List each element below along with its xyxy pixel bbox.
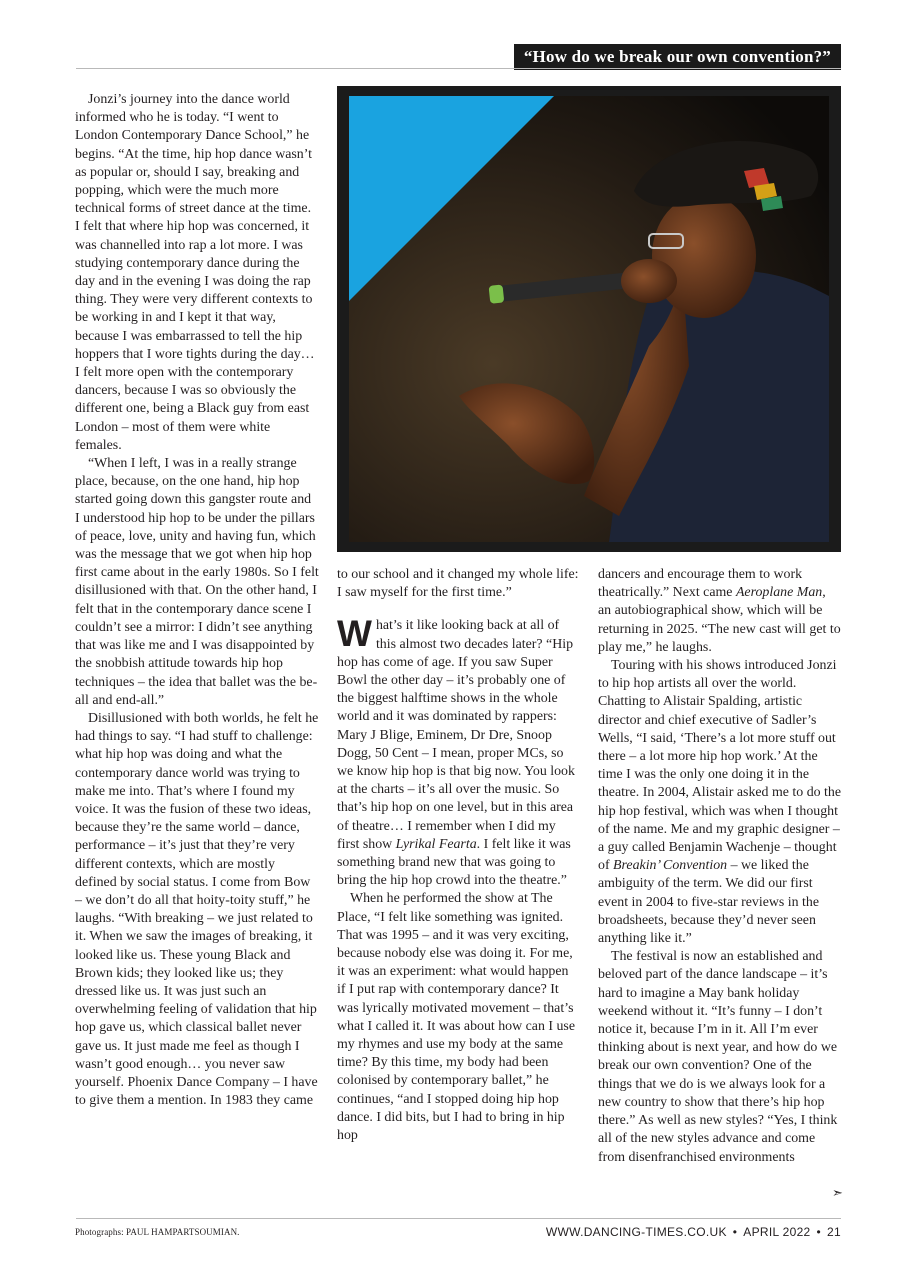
folio-bullet-2: •	[816, 1225, 822, 1239]
col2-paragraph-3: When he performed the show at The Place, “I felt like something was ignited. That was 1995 – and it was very exciting, because nobody else was doing it. For me, it was an experiment: what would happen if I put rap with contemporary dance? It was lyrically motivated movement – that’s what I called it. It was about how can I use my rhymes and use my body at the same time? By this time, my body had been colonised by contemporary ballet,” he continues, “and I stopped doing hip hop dance. I did bits, but I had to bring in hip hop	[337, 891, 575, 1144]
page-number: 21	[827, 1225, 841, 1239]
website-url: WWW.DANCING-TIMES.CO.UK	[545, 1225, 727, 1239]
col3-paragraph-1-a: dancers and encourage them to work theatrically.” Next came	[598, 567, 803, 601]
show-title-aeroplane-man: Aeroplane Man	[735, 585, 823, 601]
col2-paragraph-2-a: hat’s it like looking back at all of this almost two decades later? “Hip hop has come of age. If you saw Super Bowl the other day – it’s probably one of the biggest halftime shows in the whole world and it was dominated by rappers: Mary J Blige, Eminem, Dr Dre, Snoop Dogg, 50 Cent – I mean, proper MCs, so we know hip hop is that big now. You look at the charts – it’s all over the music. So that’s hip hop on one level, but in this area of theatre… I remember when I did my first show	[337, 618, 575, 852]
pull-quote-text: “How do we break our own convention?”	[523, 47, 831, 66]
column-2	[337, 566, 579, 1145]
show-title-lyrikal-fearta: Lyrikal Fearta	[395, 836, 477, 852]
performer-illustration	[349, 96, 829, 542]
pull-quote-header	[514, 44, 841, 70]
continue-arrow-icon: ➣	[832, 1186, 843, 1201]
col3-paragraph-2-b: – we liked the ambiguity of the term. We did our first event in 2004 to five-star reviews in the broadsheets, because they’d never seen anything like it.”	[598, 858, 820, 947]
col2-paragraph-1: to our school and it changed my whole life: I saw myself for the first time.”	[337, 567, 579, 601]
column-3	[598, 566, 842, 1167]
section-gap	[337, 602, 579, 617]
page-folio	[546, 1225, 841, 1239]
photo-credit: Photographs: PAUL HAMPARTSOUMIAN.	[75, 1227, 240, 1237]
column-1	[75, 91, 319, 1110]
col2-paragraph-2	[337, 613, 579, 890]
col3-paragraph-2	[598, 657, 842, 948]
col3-paragraph-1-b: , an autobiographical show, which will be returning in 2025. “The new cast will get to play me,” he laughs.	[598, 585, 841, 655]
performer-face	[652, 194, 756, 318]
col3-paragraph-3: The festival is now an established and beloved part of the dance landscape – it’s hard to imagine a May bank holiday weekend without it. “It’s funny – I don’t notice it, because I’m in it. All I’m ever thinking about is next year, and how do we break our own convention? One of the things that we do is we always look for a new country to show that there’s hip hop there.” As well as new styles? “Yes, I think all of the new styles advance and come from disenfranchised environments	[598, 949, 838, 1165]
col1-paragraph-3: Disillusioned with both worlds, he felt he had things to say. “I had stuff to challenge: what hip hop was doing and what the contemporary dance world was trying to make me into. That’s where I found my voice. It was the fusion of these two ideas, because they’re the same world – dance, performance – it’s just that they’re very different contexts, which are mostly defined by social status. I come from Bow – we don’t do all that hoity-toity stuff,” he laughs. “With breaking – we just related to it. When we saw the images of breaking, it looked like us. These young Black and Brown kids; they looked like us; they dressed like us. It was just such an overwhelming feeling of validation that hip hop gave us, which classical ballet never gave us. It just made me feel as though I wasn’t good enough… you never saw yourself. Phoenix Dance Company – I have to give them a mention. In 1983 they came	[75, 710, 319, 1109]
col3-paragraph-1	[598, 566, 842, 657]
col2-paragraph-2-b: . I felt like it was something brand new that was going to bring the hip hop crowd into the theatre.”	[337, 836, 571, 889]
col3-paragraph-2-a: Touring with his shows introduced Jonzi to hip hop artists all over the world. Chatting to Alistair Spalding, artistic director and chief executive of Sadler’s Wells, “I said, ‘There’s a lot more stuff out there – a lot more hip hop work.’ At the time I was the only one doing it in the theatre. In 2004, Alistair asked me to do the hip hop festival, which was when I thought of the name. Me and my graphic designer – a guy called Benjamin Wachenje – thought of	[598, 658, 842, 874]
folio-bullet-1: •	[732, 1225, 738, 1239]
header-rule	[76, 68, 841, 69]
microphone-tip	[489, 284, 505, 303]
festival-title: Breakin’ Convention	[613, 858, 728, 874]
footer-rule	[76, 1218, 841, 1219]
drop-cap: W	[337, 613, 372, 655]
performer-photo-frame	[337, 86, 841, 552]
performer-photo	[349, 96, 829, 542]
performer-hand-mic	[621, 259, 677, 303]
col1-paragraph-1: Jonzi’s journey into the dance world informed who he is today. “I went to London Contemporary Dance School,” he begins. “At the time, hip hop dance wasn’t as popular or, should I say, breaking and popping, which were the much more technical forms of street dance at the time. I felt that where hip hop was concerned, it was channelled into rap a lot more. I was studying contemporary dance during the day and in the evening I was doing the rap thing. They were very different contexts to be working in and I kept it that way, because I was embarrassed to tell the hip hoppers that I wore tights during the day… I felt more open with the contemporary dancers, because I was so obviously the different one, being a Black guy from east London – most of them were white females.	[75, 92, 315, 453]
col1-paragraph-2: “When I left, I was in a really strange place, because, on the one hand, hip hop started going down this gangster route and I understood hip hop to be under the pillars of peace, love, unity and having fun, which was the message that we got when hip hop first came about in the early 1980s. So I felt disillusioned with that. On the other hand, I felt that in the contemporary dance scene I couldn’t see a mirror: I didn’t see anything that was like me and I was disappointed by the snobbish attitude towards hip hop techniques – the idea that ballet was the be-all and end-all.”	[75, 456, 319, 708]
issue-date: APRIL 2022	[743, 1225, 811, 1239]
